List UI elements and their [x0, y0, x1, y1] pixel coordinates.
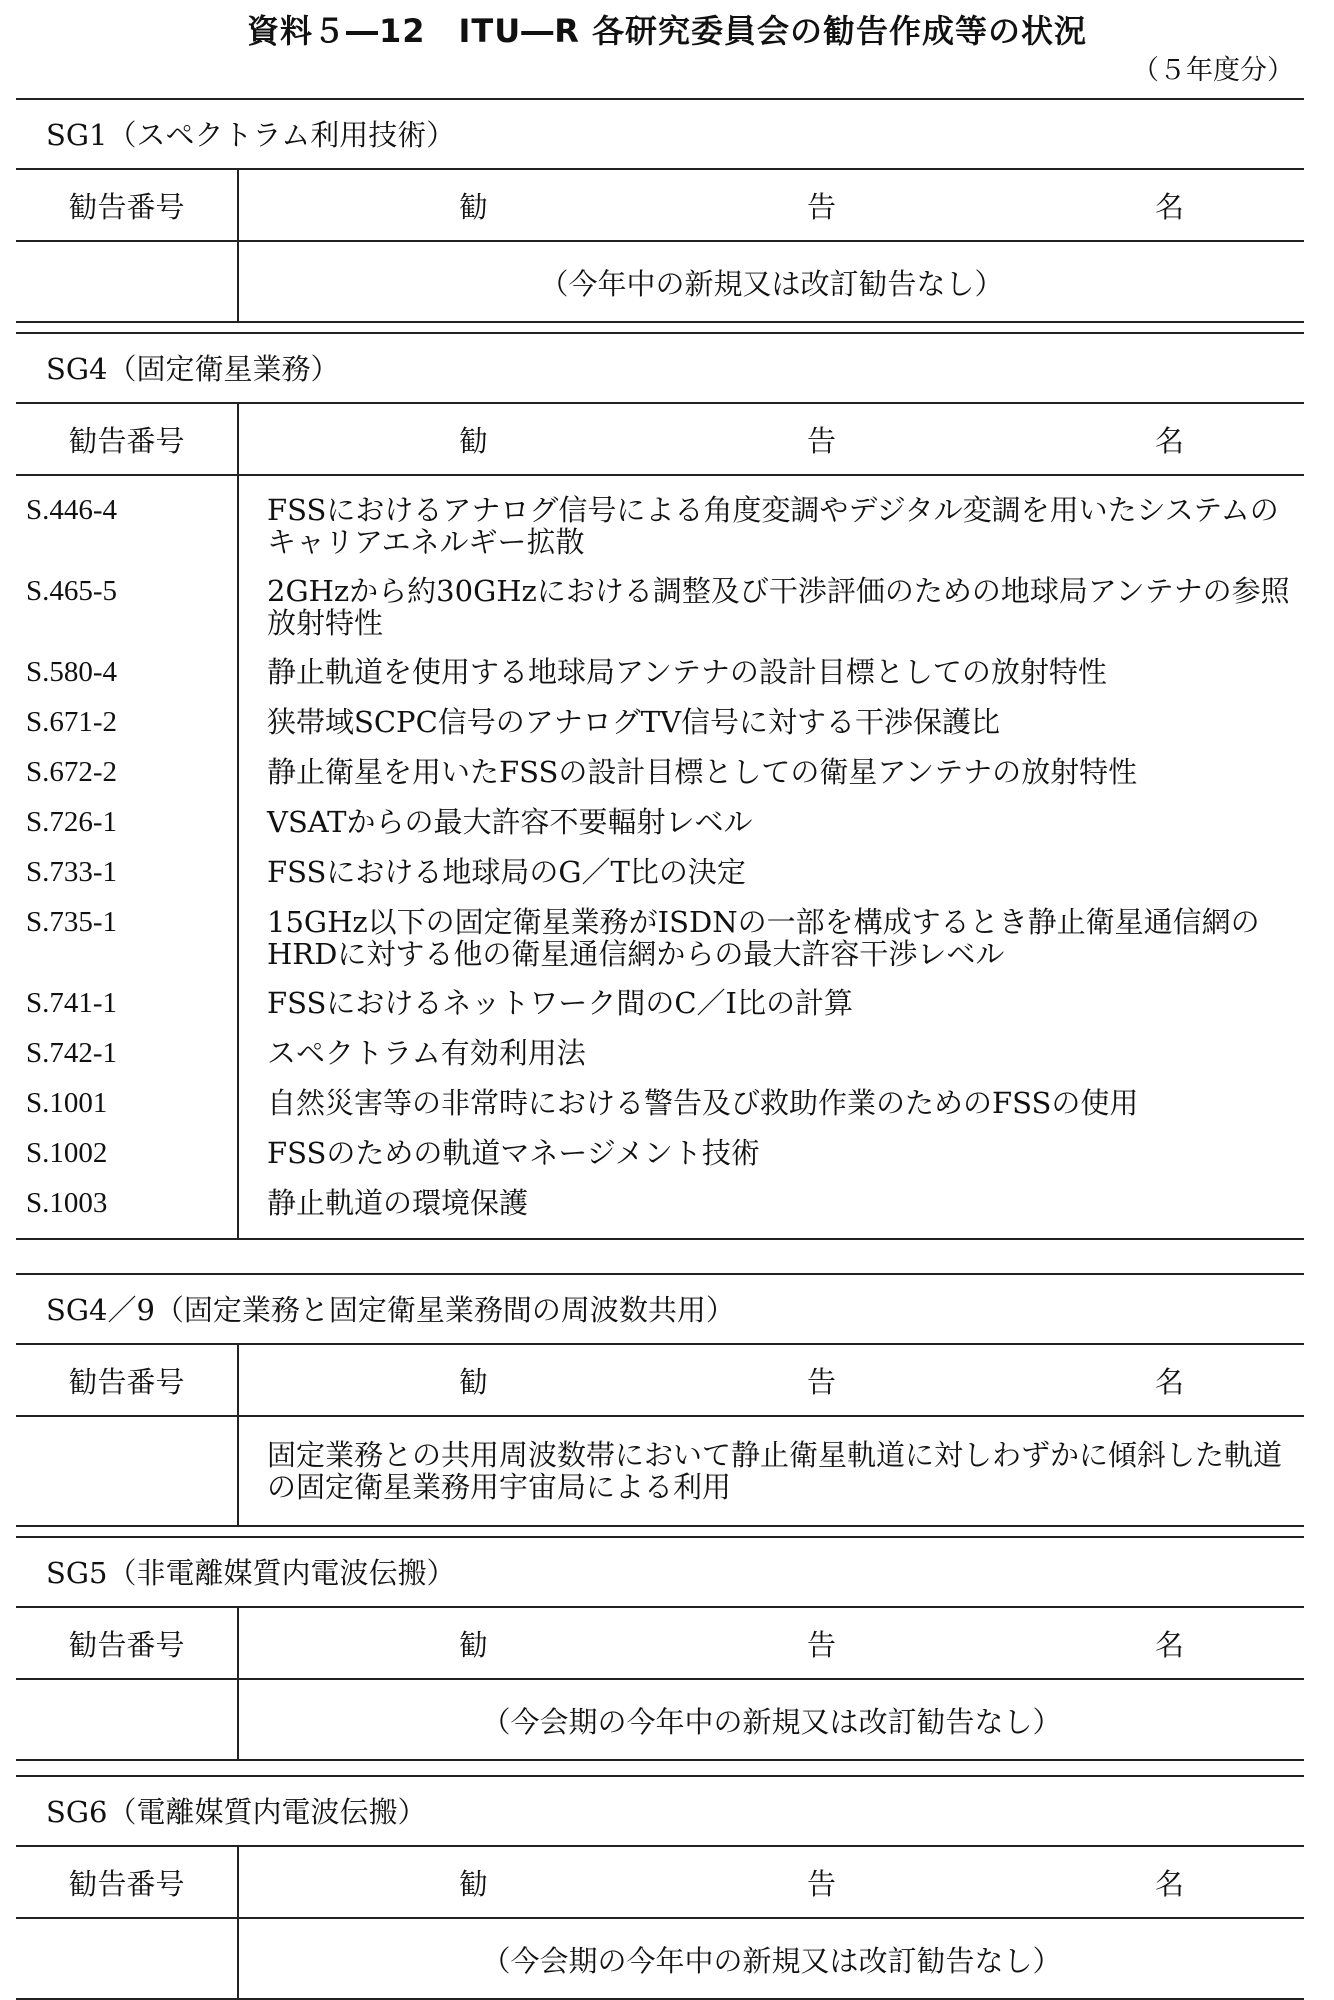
no-recommendation-note: （今会期の今年中の新規又は改訂勧告なし） [481, 1705, 1062, 1739]
header-name-char: 告 [806, 423, 836, 458]
recommendation-name: スペクトラム有効利用法 [267, 1036, 586, 1070]
header-recommendation-name [238, 1345, 1304, 1416]
header-name-char: 名 [1154, 189, 1184, 224]
header-name-char: 告 [806, 1627, 836, 1662]
document-title: 資料５―12 ITU―R 各研究委員会の勧告作成等の状況 [246, 12, 1088, 50]
table-row [16, 567, 1304, 648]
recommendation-name: 固定業務との共用周波数帯において静止衛星軌道に対しわずかに傾斜した軌道の固定衛星業務用宇宙局による利用 [267, 1438, 1283, 1504]
recommendation-name: FSSにおけるアナログ信号による角度変調やデジタル変調を用いたシステムのキャリアエネルギー拡散 [267, 493, 1279, 559]
section-sg5 [16, 1536, 1304, 1761]
header-recommendation-number: 勧告番号 [16, 404, 238, 475]
table-row [16, 1029, 1304, 1079]
recommendation-number: S.735-1 [16, 898, 238, 979]
recommendation-number [16, 1679, 238, 1759]
no-recommendation-note: （今会期の今年中の新規又は改訂勧告なし） [481, 1944, 1062, 1978]
header-recommendation-name [238, 170, 1304, 241]
table-row [16, 1918, 1304, 1998]
header-recommendation-number: 勧告番号 [16, 1345, 238, 1416]
header-recommendation-number: 勧告番号 [16, 1608, 238, 1679]
section-sg1 [16, 98, 1304, 323]
recommendation-number [16, 241, 238, 321]
table-row [16, 979, 1304, 1029]
recommendation-name: 15GHz以下の固定衛星業務がISDNの一部を構成するとき静止衛星通信網のHRDに対する他の衛星通信網からの最大許容干渉レベル [267, 905, 1260, 971]
recommendation-number: S.1001 [16, 1079, 238, 1129]
table-header-row [16, 404, 1304, 475]
recommendation-number: S.742-1 [16, 1029, 238, 1079]
table-header-row [16, 1608, 1304, 1679]
header-name-char: 名 [1154, 1866, 1184, 1901]
header-name-char: 勧 [459, 1866, 489, 1901]
table-row [16, 848, 1304, 898]
table-header-row [16, 1345, 1304, 1416]
table-header-row [16, 1847, 1304, 1918]
section-sg6 [16, 1775, 1304, 2000]
recommendation-name: 静止軌道の環境保護 [267, 1186, 529, 1220]
recommendation-name: VSATからの最大許容不要輻射レベル [267, 805, 753, 839]
recommendation-number: S.671-2 [16, 698, 238, 748]
header-recommendation-name [238, 1608, 1304, 1679]
header-name-char: 勧 [459, 1627, 489, 1662]
header-name-char: 告 [806, 189, 836, 224]
recommendation-name: 狭帯域SCPC信号のアナログTV信号に対する干渉保護比 [267, 705, 1001, 739]
section-title: SG1（スペクトラム利用技術） [16, 100, 1304, 170]
recommendation-table [16, 1345, 1304, 1525]
header-name-char: 勧 [459, 1364, 489, 1399]
recommendation-table [16, 1608, 1304, 1759]
recommendation-name: FSSにおけるネットワーク間のC／I比の計算 [267, 986, 853, 1020]
header-name-char: 勧 [459, 423, 489, 458]
recommendation-name: FSSのための軌道マネージメント技術 [267, 1136, 760, 1170]
header-recommendation-number: 勧告番号 [16, 170, 238, 241]
section-title: SG4（固定衛星業務） [16, 334, 1304, 404]
table-row [16, 1129, 1304, 1179]
table-header-row [16, 170, 1304, 241]
table-row [16, 1079, 1304, 1129]
recommendation-number: S.1002 [16, 1129, 238, 1179]
header-name-char: 告 [806, 1866, 836, 1901]
recommendation-number [16, 1416, 238, 1525]
recommendation-name: 静止衛星を用いたFSSの設計目標としての衛星アンテナの放射特性 [267, 755, 1138, 789]
header-recommendation-name [238, 1847, 1304, 1918]
recommendation-number: S.580-4 [16, 648, 238, 698]
recommendation-table [16, 1847, 1304, 1998]
table-row [16, 1179, 1304, 1238]
recommendation-number: S.726-1 [16, 798, 238, 848]
recommendation-number: S.672-2 [16, 748, 238, 798]
table-row [16, 698, 1304, 748]
recommendation-name: 自然災害等の非常時における警告及び救助作業のためのFSSの使用 [267, 1086, 1139, 1120]
recommendation-number: S.465-5 [16, 567, 238, 648]
section-title: SG5（非電離媒質内電波伝搬） [16, 1538, 1304, 1608]
table-row [16, 1416, 1304, 1525]
header-name-char: 告 [806, 1364, 836, 1399]
recommendation-number: S.1003 [16, 1179, 238, 1238]
recommendation-number [16, 1918, 238, 1998]
header-recommendation-number: 勧告番号 [16, 1847, 238, 1918]
recommendation-name: FSSにおける地球局のG／T比の決定 [267, 855, 746, 889]
recommendation-table [16, 170, 1304, 321]
header-recommendation-name [238, 404, 1304, 475]
table-row [16, 648, 1304, 698]
table-row [16, 748, 1304, 798]
recommendation-number: S.446-4 [16, 475, 238, 567]
recommendation-table [16, 404, 1304, 1238]
section-sg4 [16, 332, 1304, 1240]
table-row [16, 241, 1304, 321]
table-row [16, 1679, 1304, 1759]
table-row [16, 475, 1304, 567]
recommendation-name: 2GHzから約30GHzにおける調整及び干渉評価のための地球局アンテナの参照放射特性 [267, 574, 1290, 640]
header-name-char: 名 [1154, 1627, 1184, 1662]
recommendation-number: S.741-1 [16, 979, 238, 1029]
fiscal-year-note: （５年度分） [1132, 55, 1294, 86]
section-title: SG6（電離媒質内電波伝搬） [16, 1777, 1304, 1847]
no-recommendation-note: （今年中の新規又は改訂勧告なし） [539, 267, 1004, 301]
table-row [16, 798, 1304, 848]
table-row [16, 898, 1304, 979]
header-name-char: 名 [1154, 423, 1184, 458]
header-name-char: 名 [1154, 1364, 1184, 1399]
section-title: SG4／9（固定業務と固定衛星業務間の周波数共用） [16, 1275, 1304, 1345]
recommendation-number: S.733-1 [16, 848, 238, 898]
section-sg4-9 [16, 1273, 1304, 1527]
header-name-char: 勧 [459, 189, 489, 224]
recommendation-name: 静止軌道を使用する地球局アンテナの設計目標としての放射特性 [267, 655, 1107, 689]
